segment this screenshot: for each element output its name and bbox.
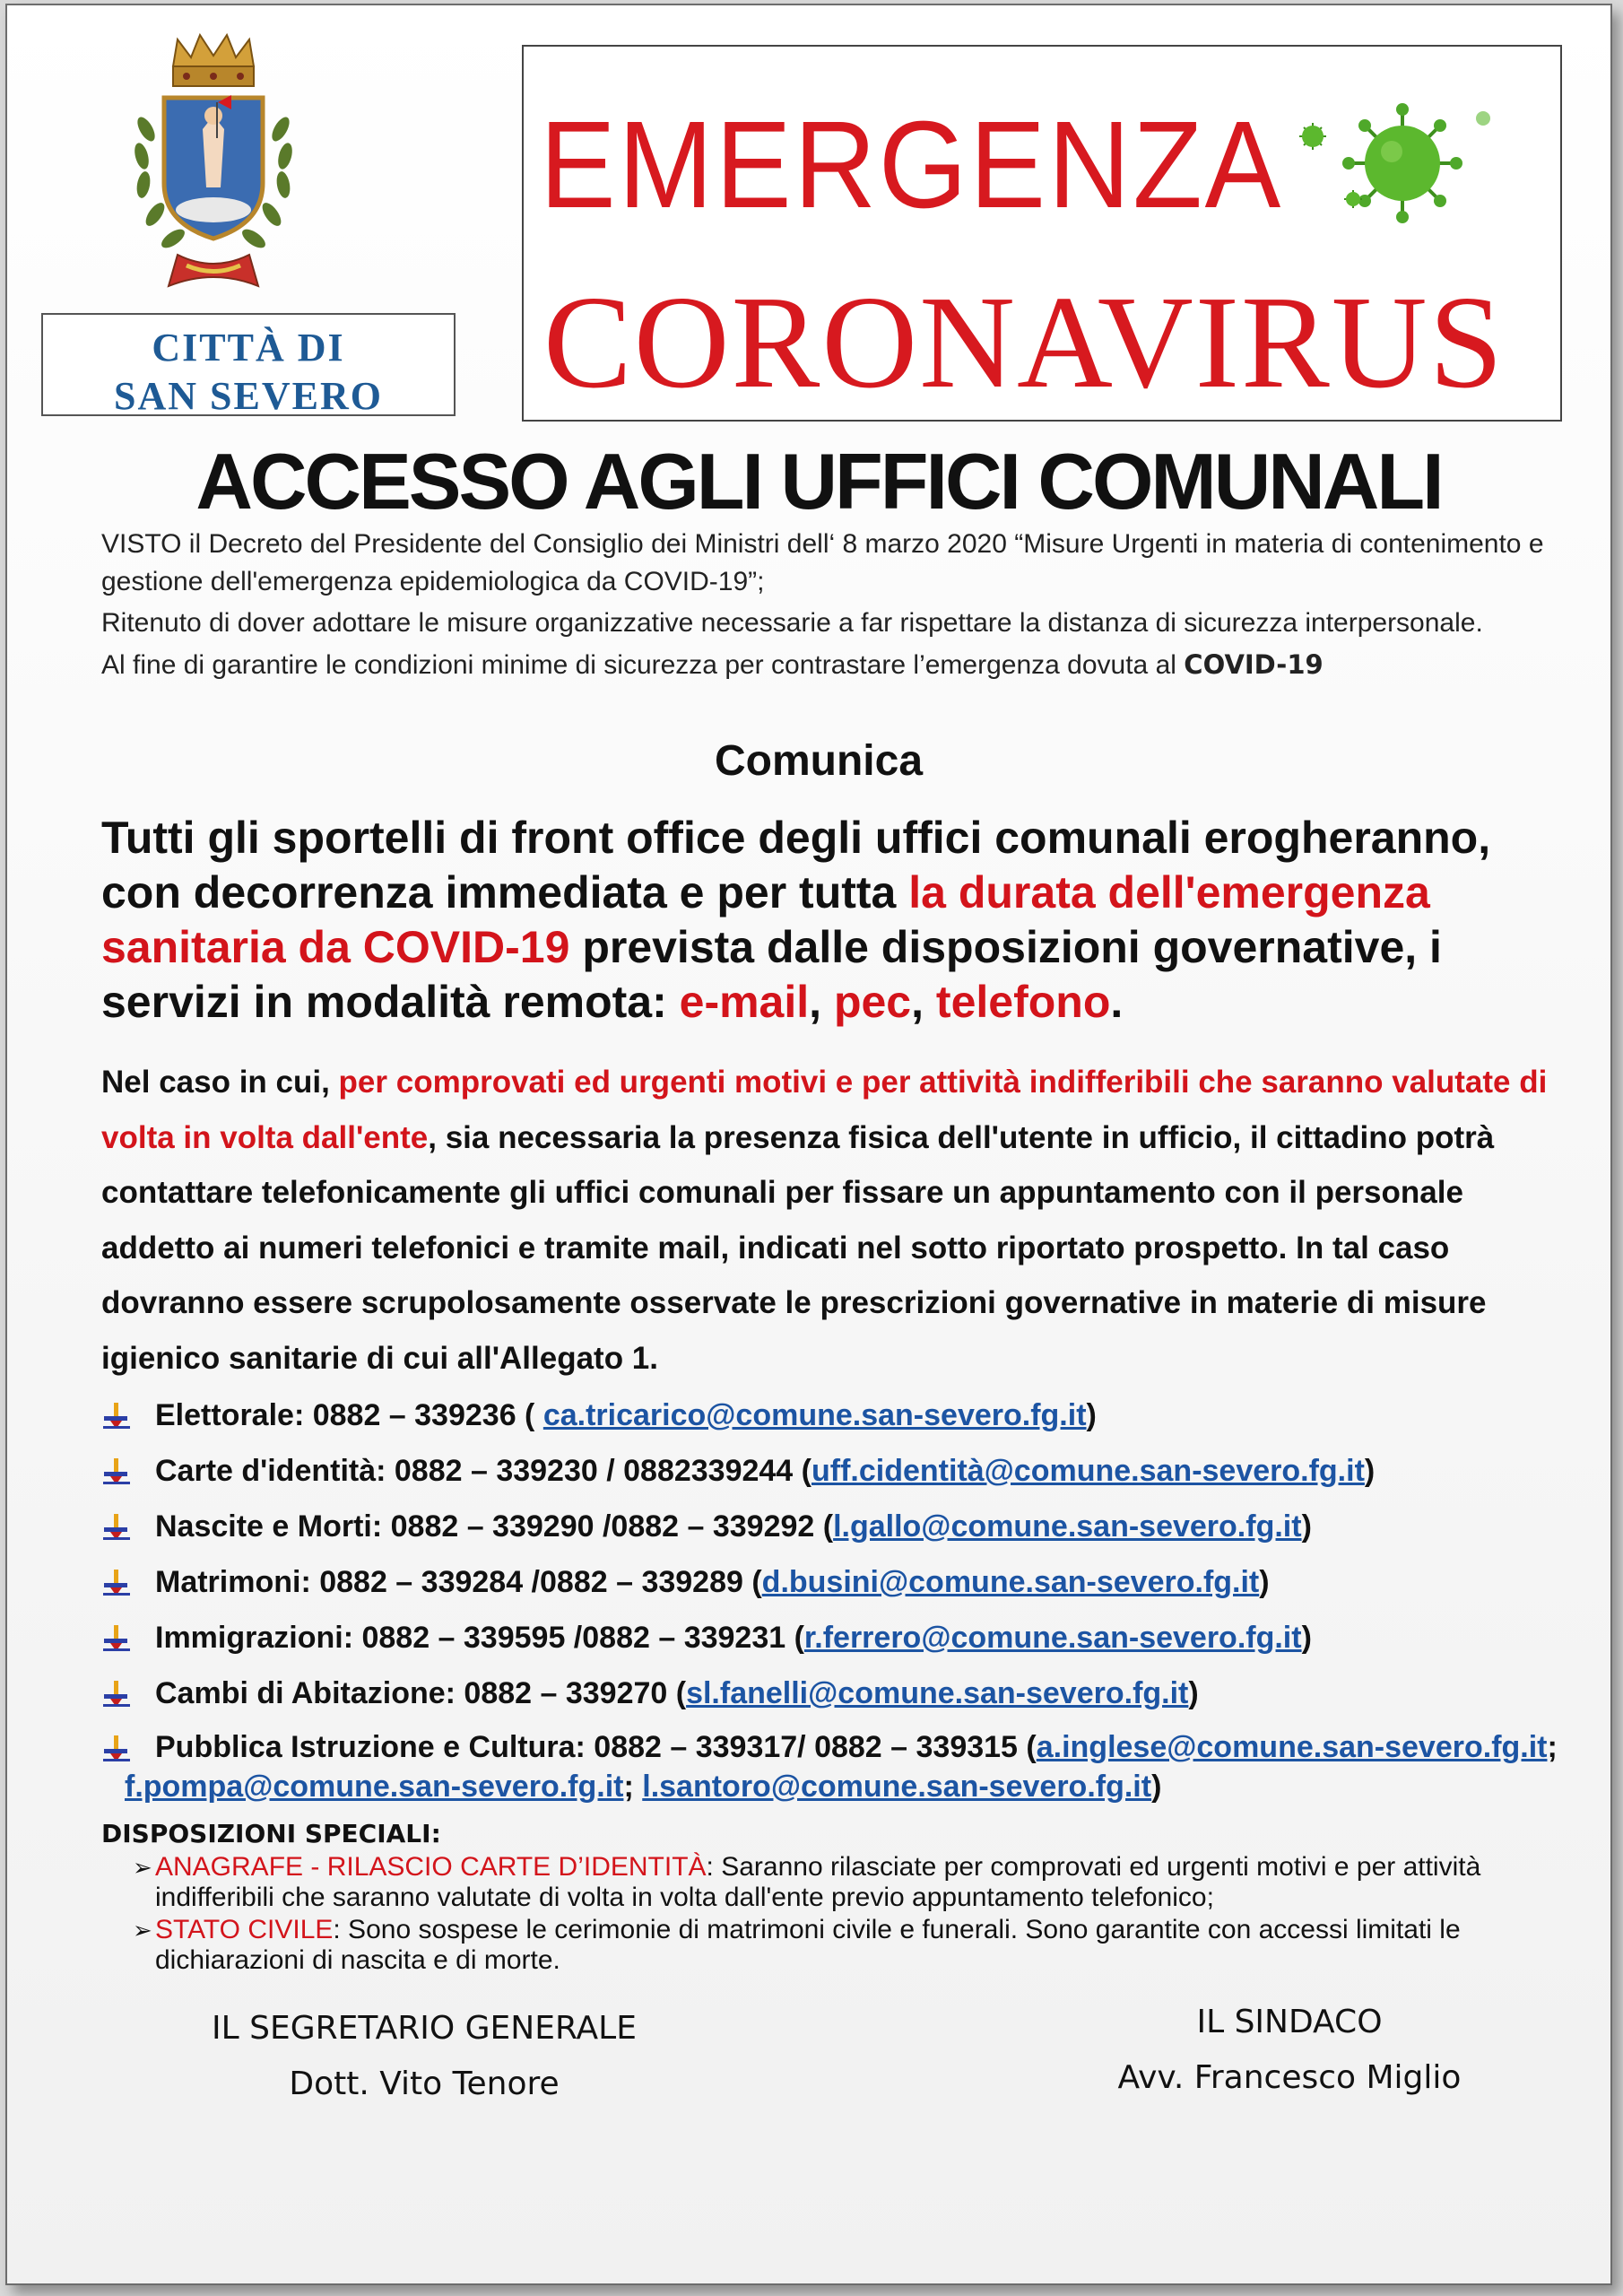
announcement-paragraph <box>101 811 1572 1030</box>
special-provisions-title: DISPOSIZIONI SPECIALI: <box>101 1819 441 1848</box>
list-item <box>101 1554 1590 1610</box>
covid-label: COVID-19 <box>1184 649 1324 680</box>
email-link[interactable]: l.santoro@comune.san-severo.fg.it <box>642 1770 1152 1804</box>
virus-icon <box>1286 96 1519 239</box>
list-item <box>101 1852 1572 1913</box>
contact-sep: ; <box>623 1770 643 1804</box>
email-link[interactable]: ca.tricarico@comune.san-severo.fg.it <box>542 1398 1087 1432</box>
announcement-text-a: Tutti gli sportelli di front office degli uffici comunali erogheranno, con decorrenza immediata e per tutta <box>101 813 1491 918</box>
details-highlight: per comprovati ed urgenti motivi e per attività indifferibili che saranno valutate di volta in volta dall'ente <box>101 1065 1548 1155</box>
comunica-heading: Comunica <box>714 737 924 785</box>
intro-paragraph-1: VISTO il Decreto del Presidente del Consiglio dei Ministri dell‘ 8 marzo 2020 “Misure Urgenti in materia di contenimento e gestione dell'emergenza epidemiologica da COVID-19”; <box>101 529 1544 596</box>
contact-label: Carte d'identità: 0882 – 339230 / 0882339244 ( <box>155 1454 812 1488</box>
list-item <box>101 1915 1572 1976</box>
contact-line-2 <box>125 1767 1590 1806</box>
list-item <box>101 1721 1590 1806</box>
contact-end: ) <box>1259 1565 1270 1599</box>
email-link[interactable]: uff.cidentità@comune.san-severo.fg.it <box>811 1454 1365 1488</box>
title-coronavirus: CORONAVIRUS <box>543 269 1505 416</box>
bullet-icon <box>101 1679 132 1709</box>
signature-secretary <box>200 2001 648 2112</box>
contact-end: ) <box>1086 1398 1097 1432</box>
contact-line-1 <box>155 1727 1590 1767</box>
contact-label: Cambi di Abitazione: 0882 – 339270 ( <box>155 1676 687 1710</box>
mode-pec: pec <box>833 977 912 1027</box>
email-link[interactable]: a.inglese@comune.san-severo.fg.it <box>1036 1730 1548 1764</box>
crest-icon <box>124 30 303 300</box>
signature-mayor <box>1065 1995 1514 2106</box>
contact-label: Matrimoni: 0882 – 339284 /0882 – 339289 ( <box>155 1565 762 1599</box>
contact-end: ) <box>1364 1454 1376 1488</box>
details-text-a: Nel caso in cui, <box>101 1065 339 1100</box>
intro-text <box>101 526 1554 688</box>
provision-text: : Sono sospese le cerimonie di matrimoni civile e funerali. Sono garantite con accessi limitati le dichiarazioni di nascita e di morte. <box>155 1915 1461 1975</box>
contact-end: ) <box>1301 1509 1312 1544</box>
contact-label: Elettorale: 0882 – 339236 ( <box>155 1398 543 1432</box>
title-box <box>522 45 1562 422</box>
bullet-icon <box>101 1401 132 1431</box>
city-label-box <box>41 313 456 416</box>
details-text-c: , sia necessaria la presenza fisica dell'utente in ufficio, il cittadino potrà contattare telefonicamente gli uffici comunali per fissare un appuntamento con il personale addetto ai numeri telefonici e tramite mail, indicati nel sotto riportato prospetto. In tal caso dovranno essere scrupolosamente osservate le prescrizioni governative in materie di misure igienico sanitarie di cui all'Allegato 1. <box>101 1119 1495 1376</box>
email-link[interactable]: f.pompa@comune.san-severo.fg.it <box>125 1770 624 1804</box>
arrow-icon: ➢ <box>133 1917 152 1944</box>
signature-name: Avv. Francesco Miglio <box>1117 2059 1462 2096</box>
special-provisions <box>101 1819 1572 1978</box>
sep-1: , <box>809 977 834 1027</box>
contact-end: ) <box>1151 1770 1162 1804</box>
bullet-icon <box>101 1568 132 1598</box>
details-paragraph <box>101 1055 1572 1386</box>
list-item <box>101 1665 1590 1721</box>
email-link[interactable]: d.busini@comune.san-severo.fg.it <box>761 1565 1260 1599</box>
mode-telefono: telefono <box>935 977 1111 1027</box>
bullet-icon <box>101 1512 132 1543</box>
email-link[interactable]: sl.fanelli@comune.san-severo.fg.it <box>686 1676 1189 1710</box>
announcement-end: . <box>1110 977 1124 1027</box>
email-link[interactable]: l.gallo@comune.san-severo.fg.it <box>833 1509 1302 1544</box>
signature-title: IL SEGRETARIO GENERALE <box>212 2010 637 2047</box>
contact-label: Pubblica Istruzione e Cultura: 0882 – 339317/ 0882 – 339315 ( <box>155 1730 1037 1764</box>
list-item <box>101 1387 1590 1443</box>
list-item <box>101 1499 1590 1554</box>
announcement-text-c: prevista dalle disposizioni governative, i servizi in modalità remota: <box>101 922 1442 1027</box>
provision-label: ANAGRAFE - RILASCIO CARTE D’IDENTITÀ <box>155 1852 707 1882</box>
provision-text: : Saranno rilasciate per comprovati ed urgenti motivi e per attività indifferibili che saranno valutate di volta in volta dall'ente previo appuntamento telefonico; <box>155 1852 1481 1912</box>
contact-label: Immigrazioni: 0882 – 339595 /0882 – 339231 ( <box>155 1621 804 1655</box>
title-emergenza: EMERGENZA <box>540 96 1284 234</box>
email-link[interactable]: r.ferrero@comune.san-severo.fg.it <box>803 1621 1302 1655</box>
bullet-icon <box>101 1734 132 1764</box>
contact-end: ) <box>1188 1676 1199 1710</box>
signature-name: Dott. Vito Tenore <box>289 2066 560 2102</box>
arrow-icon: ➢ <box>133 1854 152 1881</box>
bullet-icon <box>101 1623 132 1654</box>
contact-label: Nascite e Morti: 0882 – 339290 /0882 – 339292 ( <box>155 1509 834 1544</box>
city-line-2: SAN SEVERO <box>114 374 383 418</box>
intro-paragraph-3 <box>101 646 1554 684</box>
poster-page <box>5 4 1612 2285</box>
signature-title: IL SINDACO <box>1196 2004 1383 2040</box>
mode-email: e-mail <box>679 977 810 1027</box>
list-item <box>101 1610 1590 1665</box>
contact-sep: ; <box>1547 1730 1558 1764</box>
provision-label: STATO CIVILE <box>155 1915 334 1944</box>
intro-paragraph-2: Ritenuto di dover adottare le misure organizzative necessarie a far rispettare la distanza di sicurezza interpersonale. <box>101 608 1483 638</box>
city-line-1: CITTÀ DI <box>152 326 345 370</box>
list-item <box>101 1443 1590 1499</box>
page-title: ACCESSO AGLI UFFICI COMUNALI <box>195 437 1442 526</box>
announcement-highlight: la durata dell'emergenza sanitaria da COVID-19 <box>101 867 1430 972</box>
bullet-icon <box>101 1457 132 1487</box>
contact-end: ) <box>1301 1621 1312 1655</box>
contacts-list <box>101 1387 1590 1806</box>
intro-paragraph-3-text: Al fine di garantire le condizioni minime di sicurezza per contrastare l’emergenza dovuta al <box>101 650 1176 680</box>
sep-2: , <box>911 977 936 1027</box>
